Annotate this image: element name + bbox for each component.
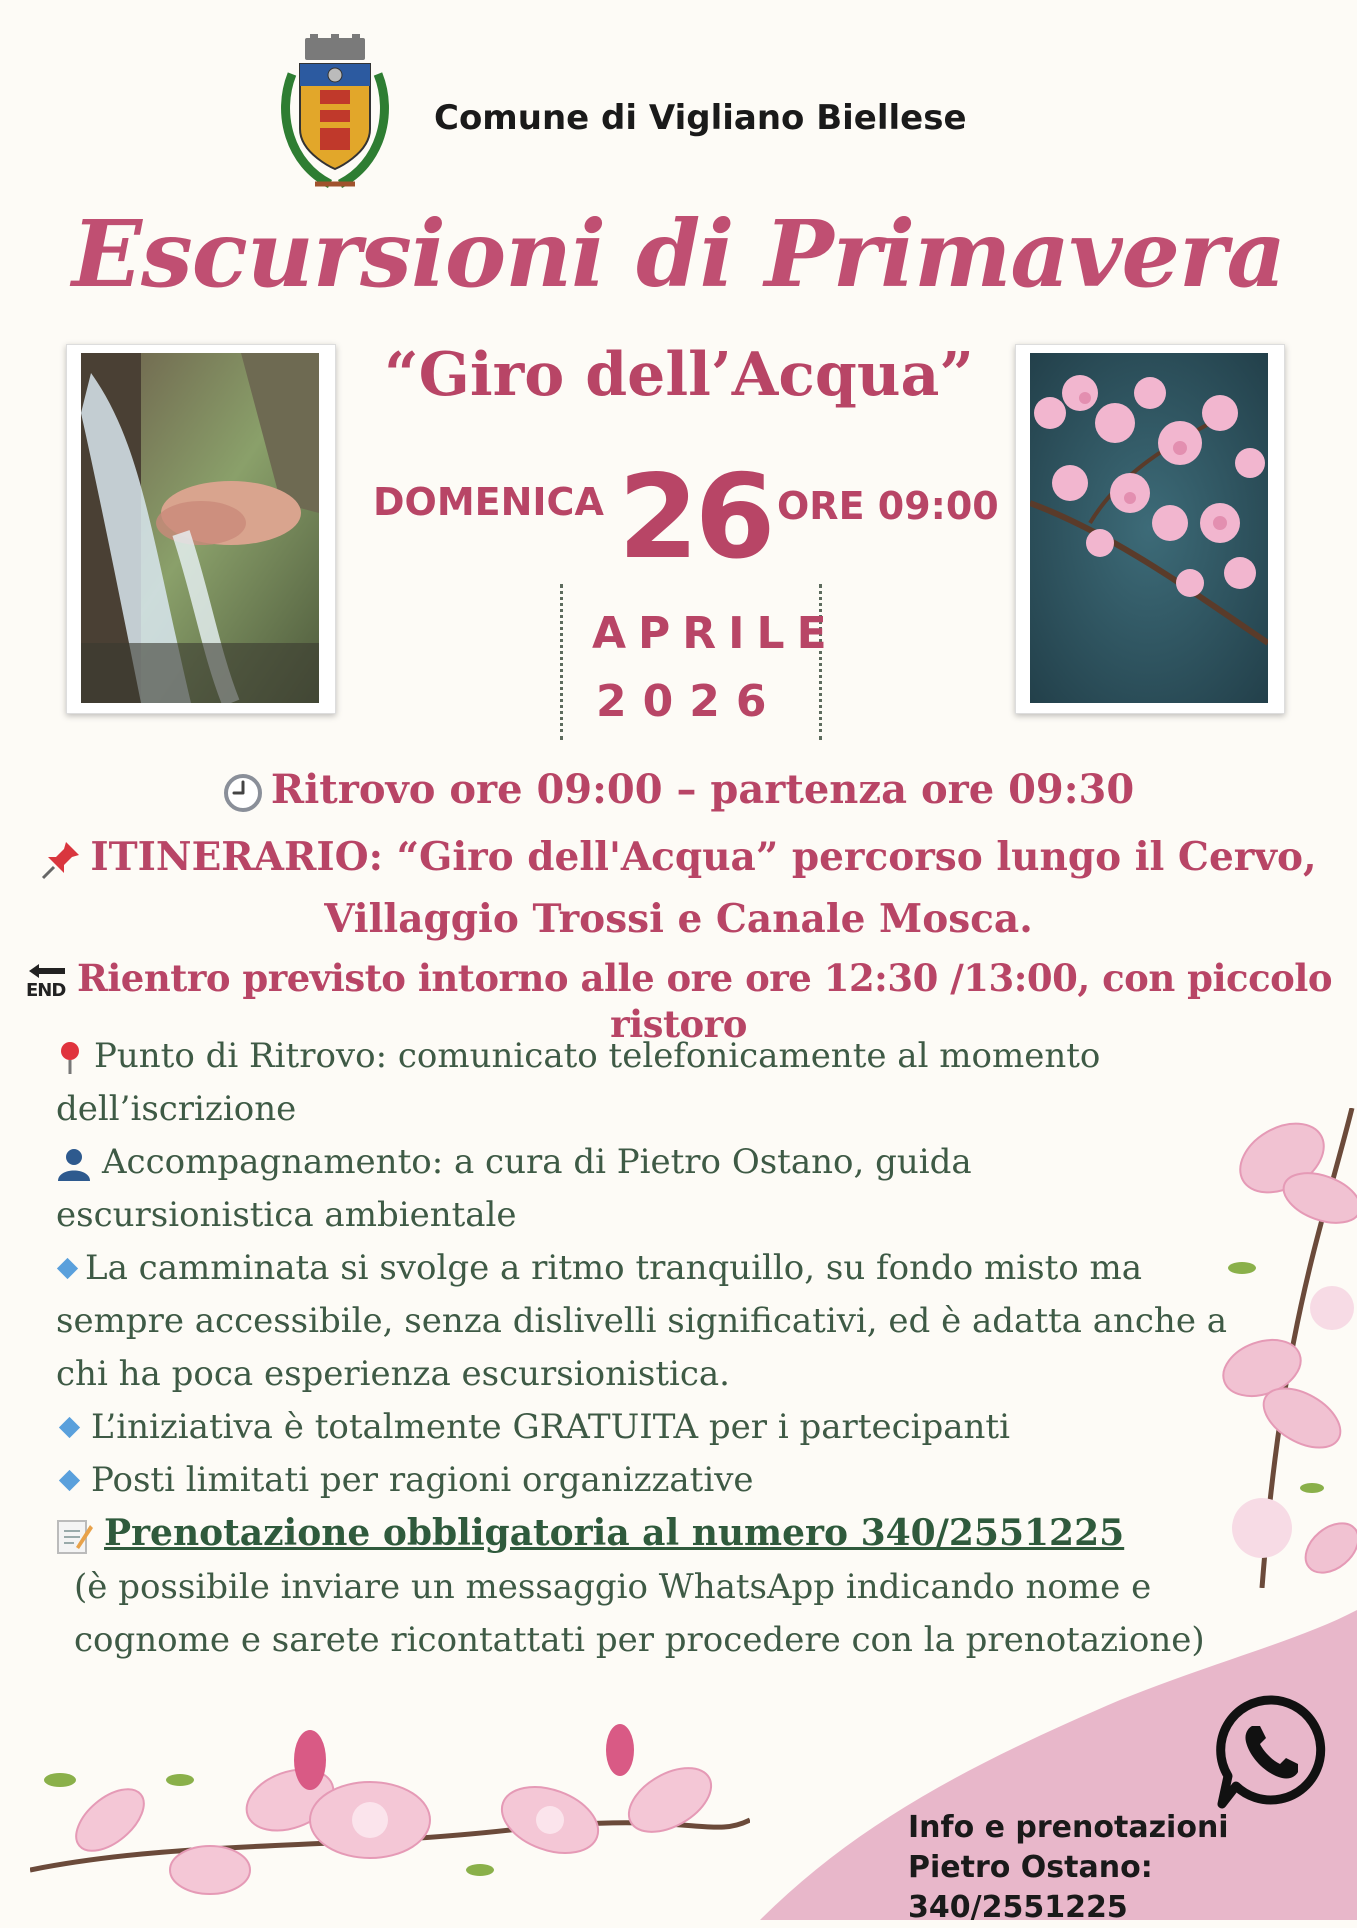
free-text: L’iniziativa è totalmente GRATUITA per i partecipanti bbox=[91, 1407, 1010, 1447]
event-title: Escursioni di Primavera bbox=[71, 200, 1286, 308]
cherry-blossom-photo bbox=[1015, 344, 1285, 714]
limited-text: Posti limitati per ragioni organizzative bbox=[91, 1460, 754, 1500]
guide-text: Accompagnamento: a cura di Pietro Ostano, guida escursionistica ambientale bbox=[56, 1142, 972, 1235]
water-photo-image bbox=[81, 353, 319, 703]
magnolia-flowers-right bbox=[1222, 1108, 1357, 1588]
itinerary-line-2: Villaggio Trossi e Canale Mosca. bbox=[324, 896, 1033, 942]
walk-info-text: La camminata si svolge a ritmo tranquillo, su fondo misto ma sempre accessibile, senza dislivelli significativi, ed è adatta anche a chi ha poca esperienza escursionistica. bbox=[56, 1248, 1228, 1394]
whatsapp-phone-icon bbox=[1214, 1694, 1330, 1810]
event-time: ORE 09:00 bbox=[777, 484, 999, 528]
event-month: APRILE bbox=[592, 608, 839, 659]
municipal-crest-logo bbox=[270, 34, 400, 194]
event-day-number: 26 bbox=[618, 450, 772, 585]
meeting-time-line bbox=[0, 766, 1357, 813]
meeting-point-item bbox=[56, 1030, 1236, 1136]
free-item bbox=[56, 1401, 1236, 1454]
walk-info-item bbox=[56, 1242, 1236, 1401]
event-weekday: DOMENICA bbox=[373, 480, 604, 524]
contact-info bbox=[908, 1808, 1357, 1928]
blossom-photo-image bbox=[1030, 353, 1268, 703]
municipality-name: Comune di Vigliano Biellese bbox=[434, 98, 967, 138]
blue-diamond-icon bbox=[57, 1257, 78, 1278]
memo-icon bbox=[56, 1517, 94, 1555]
water-hands-photo bbox=[66, 344, 336, 714]
guide-item bbox=[56, 1136, 1236, 1242]
itinerary-line-1 bbox=[0, 834, 1357, 881]
magnolia-flowers-bottom bbox=[30, 1720, 750, 1920]
booking-note: (è possibile inviare un messaggio WhatsApp indicando nome e cognome e sarete ricontattati per procedere con la prenotazione) bbox=[74, 1567, 1205, 1660]
contact-phone: Pietro Ostano: 340/2551225 bbox=[908, 1850, 1153, 1925]
pushpin-icon bbox=[40, 839, 82, 881]
end-label: END bbox=[25, 979, 66, 1001]
limited-item bbox=[56, 1454, 1236, 1507]
blue-diamond-icon bbox=[59, 1469, 80, 1490]
event-year: 2026 bbox=[596, 676, 783, 727]
meeting-point-text: Punto di Ritrovo: comunicato telefonicamente al momento dell’iscrizione bbox=[56, 1036, 1101, 1129]
meeting-time-text: Ritrovo ore 09:00 – partenza ore 09:30 bbox=[270, 766, 1135, 813]
blue-diamond-icon bbox=[59, 1416, 80, 1437]
booking-item bbox=[56, 1507, 1236, 1561]
round-pin-icon bbox=[56, 1041, 84, 1075]
return-time-text: Rientro previsto intorno alle ore ore 12:30 /13:00, con piccolo ristoro bbox=[76, 956, 1333, 1046]
person-icon bbox=[56, 1147, 92, 1181]
clock-icon bbox=[223, 773, 263, 813]
event-subtitle: “Giro dell’Acqua” bbox=[384, 340, 974, 410]
itinerary-text-1: ITINERARIO: “Giro dell'Acqua” percorso lungo il Cervo, bbox=[90, 834, 1317, 880]
event-details bbox=[56, 1030, 1236, 1667]
end-arrow-icon bbox=[25, 962, 69, 1002]
booking-phone-link[interactable]: Prenotazione obbligatoria al numero 340/2551225 bbox=[104, 1512, 1125, 1554]
dotted-divider-left bbox=[560, 584, 563, 740]
info-label: Info e prenotazioni bbox=[908, 1810, 1229, 1845]
